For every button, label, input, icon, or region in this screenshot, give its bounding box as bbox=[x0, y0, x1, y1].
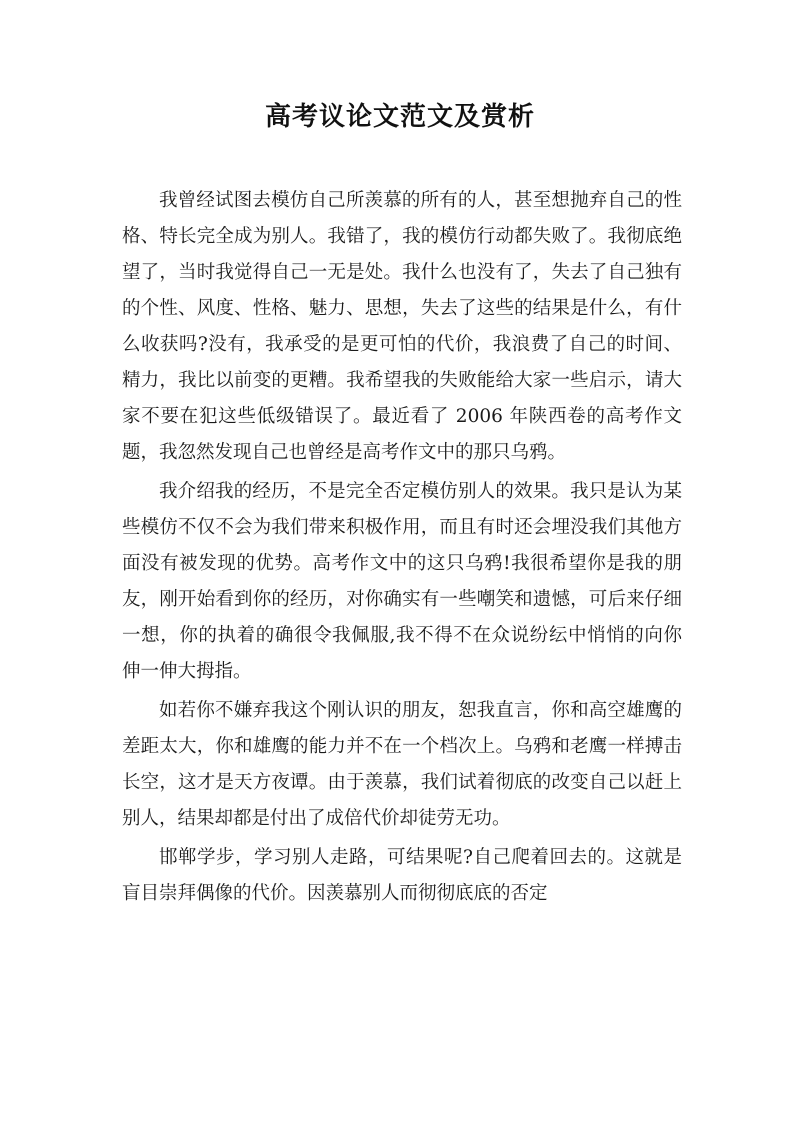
paragraph-3: 如若你不嫌弃我这个刚认识的朋友，恕我直言，你和高空雄鹰的差距太大，你和雄鹰的能力并不在一个档次上。乌鸦和老鹰一样搏击长空，这才是天方夜谭。由于羡慕，我们试着彻底的改变自己以赶上别人，结果却都是付出了成倍代价却徒劳无功。 bbox=[122, 700, 682, 829]
paragraph-2: 我介绍我的经历，不是完全否定模仿别人的效果。我只是认为某些模仿不仅不会为我们带来积极作用，而且有时还会埋没我们其他方面没有被发现的优势。高考作文中的这只乌鸦!我很希望你是我的朋友，刚开始看到你的经历，对你确实有一些嘲笑和遗憾，可后来仔细一想，你的执着的确很令我佩服,我不得不在众说纷纭中悄悄的向你伸一伸大拇指。 bbox=[122, 481, 682, 682]
paragraph-4: 邯郸学步，学习别人走路，可结果呢?自己爬着回去的。这就是盲目崇拜偶像的代价。因羡慕别人而彻彻底底的否定 bbox=[122, 847, 682, 904]
document-body bbox=[122, 183, 682, 915]
paragraph-1: 我曾经试图去模仿自己所羡慕的所有的人，甚至想抛弃自己的性格、特长完全成为别人。我错了，我的模仿行动都失败了。我彻底绝望了，当时我觉得自己一无是处。我什么也没有了，失去了自己独有的个性、风度、性格、魅力、思想，失去了这些的结果是什么，有什么收获吗?没有，我承受的是更可怕的代价，我浪费了自己的时间、精力，我比以前变的更糟。我希望我的失败能给大家一些启示，请大家不要在犯这些低级错误了。最近看了 2006 年陕西卷的高考作文题，我忽然发现自己也曾经是高考作文中的那只乌鸦。 bbox=[122, 190, 682, 463]
document-title: 高考议论文范文及赏析 bbox=[264, 102, 535, 132]
